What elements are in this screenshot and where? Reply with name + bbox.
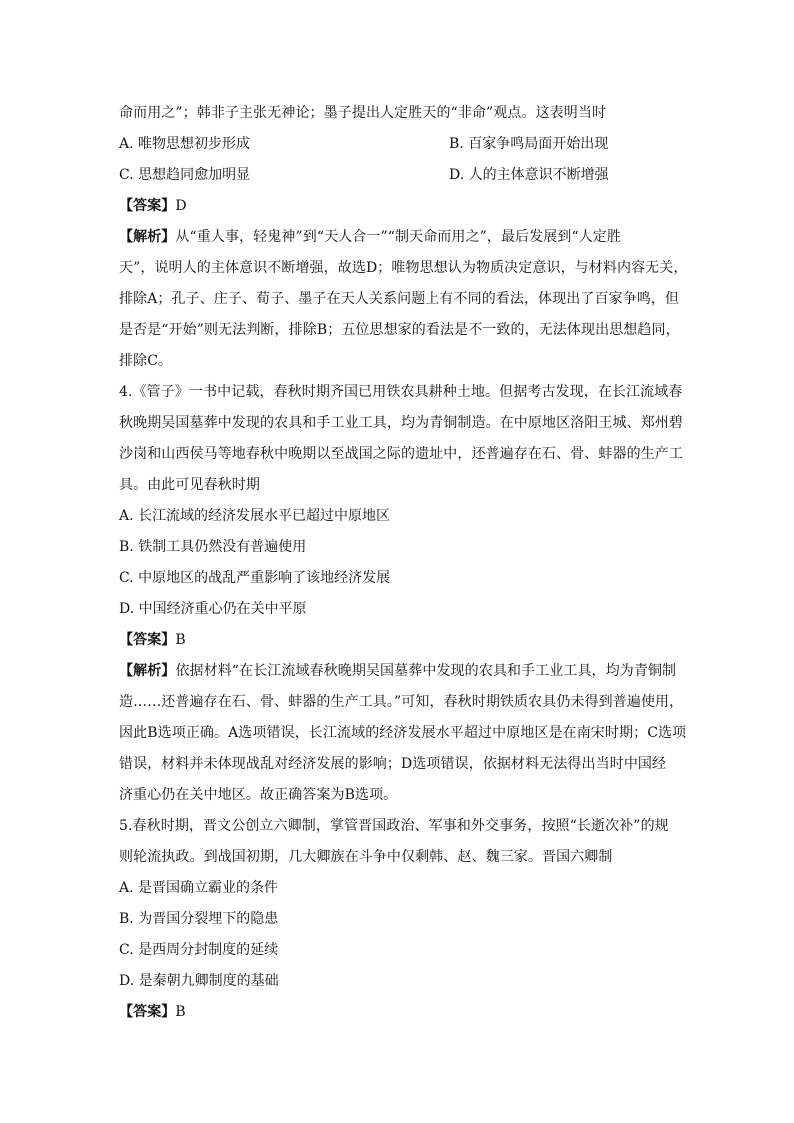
q4-answer-label: 【答案】 [119, 632, 176, 648]
q3-option-b: B. 百家争鸣局面开始出现 [449, 136, 609, 152]
q5-stem-line-1: 5.春秋时期，晋文公创立六卿制，掌管晋国政治、军事和外交事务，按照“长逝次补”的规 [119, 818, 669, 834]
q4-analysis-line-4: 错误，材料并未体现战乱对经济发展的影响；D选项错误，依据材料无法得出当时中国经 [119, 756, 667, 772]
q5-option-d: D. 是秦朝九卿制度的基础 [119, 973, 279, 989]
q4-analysis-line-5: 济重心仍在关中地区。故正确答案为B选项。 [119, 787, 398, 803]
q3-analysis-line-3: 排除A；孔子、庄子、荀子、墨子在天人关系问题上有不同的看法，体现出了百家争鸣，但 [119, 291, 680, 307]
q3-options-row-2 [119, 160, 679, 191]
q5-answer-value: B [175, 1004, 186, 1020]
q5-option-a: A. 是晋国确立霸业的条件 [119, 880, 279, 896]
q4-stem-line-3: 沙岗和山西侯马等地春秋中晚期以至战国之际的遗址中，还普遍存在石、骨、蚌器的生产工 [119, 446, 683, 462]
q4-analysis-label: 【解析】 [119, 663, 176, 679]
q3-option-d: D. 人的主体意识不断增强 [449, 167, 609, 183]
q4-stem-line-4: 具。由此可见春秋时期 [119, 477, 260, 493]
q3-analysis-text-1: 从“重人事，轻鬼神”到“天人合一”“制天命而用之”，最后发展到“人定胜 [175, 229, 622, 245]
q3-answer [119, 191, 679, 222]
q3-options-row-1 [119, 129, 679, 160]
q3-analysis-line-5: 排除C。 [119, 353, 173, 369]
q4-answer-value: B [175, 632, 186, 648]
q3-stem-tail: 命而用之”；韩非子主张无神论；墨子提出人定胜天的“非命”观点。这表明当时 [119, 105, 607, 121]
q4-answer [119, 625, 679, 656]
q4-analysis-line-3: 因此B选项正确。A选项错误，长江流域的经济发展水平超过中原地区是在南宋时期；C选项 [119, 725, 687, 741]
q4-analysis-line-2: 造……还普遍存在石、骨、蚌器的生产工具。”可知，春秋时期铁质农具仍未得到普遍使用， [119, 694, 684, 710]
q4-option-a: A. 长江流域的经济发展水平已超过中原地区 [119, 508, 391, 524]
q5-option-b: B. 为晋国分裂埋下的隐患 [119, 911, 279, 927]
q5-option-c: C. 是西周分封制度的延续 [119, 942, 279, 958]
q3-analysis-label: 【解析】 [119, 229, 176, 245]
q3-analysis-line-2: 天”，说明人的主体意识不断增强，故选D；唯物思想认为物质决定意识，与材料内容无关， [119, 260, 688, 276]
q4-option-c: C. 中原地区的战乱严重影响了该地经济发展 [119, 570, 391, 586]
q3-option-a: A. 唯物思想初步形成 [119, 136, 251, 152]
q4-option-d: D. 中国经济重心仍在关中平原 [119, 601, 307, 617]
q4-analysis-line-1 [119, 656, 679, 687]
q5-answer [119, 997, 679, 1028]
q4-analysis-text-1: 依据材料“在长江流域春秋晚期吴国墓葬中发现的农具和手工业工具，均为青铜制 [175, 663, 677, 679]
q4-stem-line-2: 秋晚期吴国墓葬中发现的农具和手工业工具，均为青铜制造。在中原地区洛阳王城、郑州碧 [119, 415, 683, 431]
q3-answer-label: 【答案】 [119, 198, 176, 214]
q4-stem-line-1: 4.《管子》一书中记载，春秋时期齐国已用铁农具耕种土地。但据考古发现，在长江流域春 [119, 384, 683, 400]
q5-answer-label: 【答案】 [119, 1004, 176, 1020]
q3-answer-value: D [175, 198, 187, 214]
q4-option-b: B. 铁制工具仍然没有普遍使用 [119, 539, 307, 555]
q3-analysis-line-4: 是否是“开始”则无法判断，排除B；五位思想家的看法是不一致的，无法体现出思想趋同， [119, 322, 680, 338]
page-content [119, 98, 688, 1028]
q5-stem-line-2: 则轮流执政。到战国初期，几大卿族在斗争中仅剩韩、赵、魏三家。晋国六卿制 [119, 849, 613, 865]
q3-option-c: C. 思想趋同愈加明显 [119, 167, 251, 183]
q3-analysis-line-1 [119, 222, 679, 253]
